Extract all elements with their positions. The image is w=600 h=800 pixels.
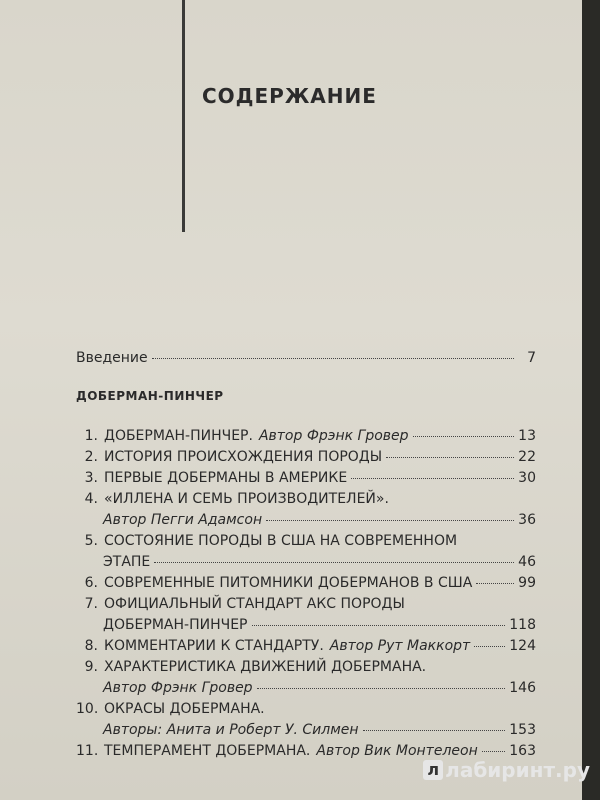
toc-author: Автор Фрэнк Гровер <box>103 680 253 696</box>
leader-dots <box>363 730 506 731</box>
leader-dots <box>386 457 514 458</box>
leader-dots <box>152 358 514 359</box>
leader-dots <box>351 478 514 479</box>
toc-author: Автор Рут Маккорт <box>329 638 471 654</box>
toc-text: ХАРАКТЕРИСТИКА ДВИЖЕНИЙ ДОБЕРМАНА. <box>104 659 427 675</box>
toc-page: 118 <box>509 617 536 633</box>
toc-author: Автор Вик Монтелеон <box>316 743 478 759</box>
toc-author: Автор Пегги Адамсон <box>103 512 263 528</box>
toc-author: Автор Фрэнк Гровер <box>258 428 409 444</box>
leader-dots <box>413 436 514 437</box>
toc-text: ЭТАПЕ <box>103 554 151 570</box>
toc-text: ПЕРВЫЕ ДОБЕРМАНЫ В АМЕРИКЕ <box>104 470 348 486</box>
toc-text: ИСТОРИЯ ПРОИСХОЖДЕНИЯ ПОРОДЫ <box>104 449 383 465</box>
toc-num: 6. <box>84 575 98 591</box>
section-heading: ДОБЕРМАН-ПИНЧЕР <box>76 389 224 403</box>
toc-entry <box>76 596 536 612</box>
toc-text: ДОБЕРМАН-ПИНЧЕР <box>103 617 248 633</box>
toc-page: 22 <box>518 449 536 465</box>
toc-page: 30 <box>518 470 536 486</box>
toc-page: 153 <box>509 722 536 738</box>
toc-page: 36 <box>518 512 536 528</box>
toc-num: 2. <box>84 449 98 465</box>
toc-entry-cont <box>103 680 536 696</box>
toc-text: ОФИЦИАЛЬНЫЙ СТАНДАРТ АКС ПОРОДЫ <box>104 596 405 612</box>
toc-page: 46 <box>518 554 536 570</box>
toc-entry-cont <box>103 722 536 738</box>
toc-entry <box>76 575 536 591</box>
toc-num: 11. <box>76 743 99 759</box>
toc-page: 13 <box>518 428 536 444</box>
leader-dots <box>476 583 514 584</box>
toc-label: Введение <box>76 350 148 366</box>
toc-text: ТЕМПЕРАМЕНТ ДОБЕРМАНА. <box>104 743 311 759</box>
watermark <box>423 758 590 782</box>
page-title: СОДЕРЖАНИЕ <box>202 84 377 108</box>
leader-dots <box>252 625 506 626</box>
vertical-rule <box>182 0 185 232</box>
toc-text: СОВРЕМЕННЫЕ ПИТОМНИКИ ДОБЕРМАНОВ В США <box>104 575 473 591</box>
toc-entry <box>76 701 536 717</box>
toc-num: 3. <box>84 470 98 486</box>
toc-text: СОСТОЯНИЕ ПОРОДЫ В США НА СОВРЕМЕННОМ <box>104 533 458 549</box>
leader-dots <box>154 562 514 563</box>
watermark-text: лабиринт.ру <box>445 758 590 782</box>
leader-dots <box>482 751 506 752</box>
toc-page: 7 <box>527 350 536 366</box>
leader-dots <box>257 688 506 689</box>
toc-entry <box>76 659 536 675</box>
leader-dots <box>474 646 505 647</box>
toc-page: 146 <box>509 680 536 696</box>
toc-num: 7. <box>84 596 98 612</box>
toc-page: 124 <box>509 638 536 654</box>
toc-entry <box>76 743 536 759</box>
leader-dots <box>266 520 514 521</box>
toc-num: 5. <box>84 533 98 549</box>
toc-entry-cont <box>103 512 536 528</box>
toc-num: 1. <box>84 428 98 444</box>
toc-text: КОММЕНТАРИИ К СТАНДАРТУ. <box>104 638 324 654</box>
toc-text: ДОБЕРМАН-ПИНЧЕР. <box>104 428 253 444</box>
toc-entry-cont <box>103 554 536 570</box>
toc-num: 8. <box>84 638 98 654</box>
toc-num: 4. <box>84 491 98 507</box>
toc-entry-cont <box>103 617 536 633</box>
toc-num: 9. <box>84 659 98 675</box>
toc-entry <box>76 470 536 486</box>
toc-entry <box>76 638 536 654</box>
toc-page: 163 <box>509 743 536 759</box>
toc-text: «ИЛЛЕНА И СЕМЬ ПРОИЗВОДИТЕЛЕЙ». <box>104 491 389 507</box>
toc-entry <box>76 449 536 465</box>
toc-page: 99 <box>518 575 536 591</box>
toc-entry-intro <box>76 350 536 366</box>
toc-text: ОКРАСЫ ДОБЕРМАНА. <box>104 701 265 717</box>
toc-num: 10. <box>76 701 99 717</box>
toc-entry <box>76 533 536 549</box>
book-icon: л <box>423 760 443 780</box>
toc-author: Авторы: Анита и Роберт У. Силмен <box>103 722 359 738</box>
toc-entry <box>76 491 536 507</box>
toc-entry <box>76 428 536 444</box>
